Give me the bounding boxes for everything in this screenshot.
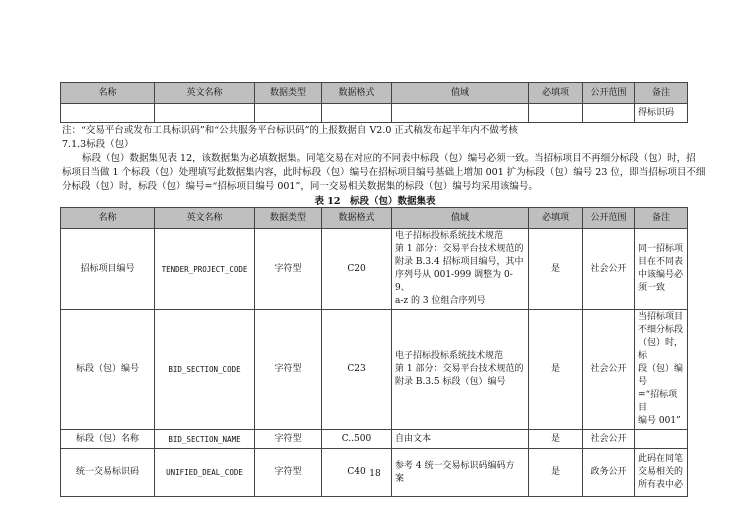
field-type: 字符型 (255, 310, 322, 430)
header-value-range: 值域 (392, 83, 529, 104)
field-en-name: BID_SECTION_CODE (155, 310, 255, 430)
field-en-name: TENDER_PROJECT_CODE (155, 229, 255, 310)
top-table-fragment (60, 82, 688, 123)
range-line: a-z 的 3 位组合序列号 (395, 296, 486, 306)
cell (61, 104, 155, 123)
range-line: 电子招标投标系统技术规范 (395, 351, 504, 361)
range-line: 第 1 部分：交易平台技术规范的 (395, 244, 524, 254)
remark-line: 当招标项目 (638, 312, 684, 322)
cell (529, 104, 583, 123)
field-range (392, 310, 529, 430)
field-format: C20 (322, 229, 392, 310)
field-format: C40 (322, 449, 392, 497)
field-scope: 社会公开 (583, 430, 635, 449)
header-en-name: 英文名称 (155, 83, 255, 104)
field-type: 字符型 (255, 229, 322, 310)
header-data-type: 数据类型 (255, 208, 322, 229)
remark-line: =“招标项目 (638, 390, 678, 413)
header-scope: 公开范围 (583, 83, 635, 104)
field-required: 是 (529, 310, 583, 430)
range-line: 附录 B.3.4 招标项目编号，其中 (395, 257, 524, 267)
remark-line: 所有表中必 (638, 480, 684, 490)
cell (392, 104, 529, 123)
bid-section-dataset-table (60, 207, 688, 497)
field-en-name: UNIFIED_DEAL_CODE (155, 449, 255, 497)
header-en-name: 英文名称 (155, 208, 255, 229)
remark-line: 同一招标项 (638, 244, 684, 254)
header-data-type: 数据类型 (255, 83, 322, 104)
header-required: 必填项 (529, 83, 583, 104)
paragraph-line-1: 标段（包）数据集见表 12，该数据集为必填数据集。同笔交易在对应的不同表中标段（包）编号必须一致。当招标项目不再细分标段（包）时，招 (82, 153, 696, 164)
field-required: 是 (529, 449, 583, 497)
field-scope: 政务公开 (583, 449, 635, 497)
range-line: 第 1 部分：交易平台技术规范的 (395, 364, 524, 374)
header-remark: 备注 (635, 83, 688, 104)
paragraph-line-3: 分标段（包）时，标段（包）编号=“招标项目编号 001”，同一交易相关数据集的标段（包）编号均采用该编号。 (62, 181, 538, 192)
header-name: 名称 (61, 83, 155, 104)
table-row (61, 229, 688, 310)
remark-line: 编号 001” (638, 416, 681, 426)
remark-line: 此码在同笔 (638, 454, 684, 464)
paragraph-line-2: 标项目当做 1 个标段（包）处理填写此数据集内容，此时标段（包）编号在招标项目编号基础上增加 001 扩为标段（包）编号 23 位，即当招标项目不细 (62, 167, 706, 178)
field-en-name: BID_SECTION_NAME (155, 430, 255, 449)
remark-line: 段（包）编号 (638, 364, 684, 387)
header-name: 名称 (61, 208, 155, 229)
field-range (392, 430, 529, 449)
header-remark: 备注 (635, 208, 688, 229)
table-header (61, 208, 688, 229)
header-value-range: 值域 (392, 208, 529, 229)
cell (255, 104, 322, 123)
remark-line: 须一致 (638, 283, 666, 293)
field-name: 统一交易标识码 (61, 449, 155, 497)
table-row (61, 430, 688, 449)
header-data-format: 数据格式 (322, 83, 392, 104)
field-required: 是 (529, 430, 583, 449)
field-type: 字符型 (255, 430, 322, 449)
header-data-format: 数据格式 (322, 208, 392, 229)
range-line: 附录 B.3.5 标段（包）编号 (395, 377, 506, 387)
footnote: 注：“交易平台或发布工具标识码”和“公共服务平台标识码”的上报数据自 V2.0 正式稿发布起半年内不做考核 (62, 125, 518, 136)
field-required: 是 (529, 229, 583, 310)
remark-line: 中该编号必 (638, 270, 684, 280)
table-caption: 表 12 标段（包）数据集表 (314, 196, 436, 207)
field-remark (635, 430, 688, 449)
table-row (61, 310, 688, 430)
top-table-header (61, 83, 688, 104)
range-line: 电子招标投标系统技术规范 (395, 231, 504, 241)
cell-remark: 得标识码 (635, 104, 688, 123)
field-scope: 社会公开 (583, 229, 635, 310)
cell (583, 104, 635, 123)
range-line: 案 (395, 473, 405, 484)
range-line: 序列号从 001-999 调整为 0-9、 (395, 270, 513, 293)
range-line: 参考 4 统一交易标识码编码方 (395, 460, 515, 471)
field-remark (635, 310, 688, 430)
field-type: 字符型 (255, 449, 322, 497)
field-format: C23 (322, 310, 392, 430)
field-name: 招标项目编号 (61, 229, 155, 310)
page-number: 18 (369, 469, 381, 479)
section-title: 7.1.3标段（包） (62, 139, 134, 150)
field-name: 标段（包）名称 (61, 430, 155, 449)
field-remark (635, 229, 688, 310)
remark-line: （包）时，标 (638, 338, 684, 361)
remark-line: 目在不同表 (638, 257, 684, 267)
field-name: 标段（包）编号 (61, 310, 155, 430)
range-line: 自由文本 (395, 433, 432, 444)
field-scope: 社会公开 (583, 310, 635, 430)
header-required: 必填项 (529, 208, 583, 229)
table-row (61, 104, 688, 123)
field-format: C..500 (322, 430, 392, 449)
remark-line: 不细分标段 (638, 325, 684, 335)
cell (155, 104, 255, 123)
field-range (392, 229, 529, 310)
remark-line: 交易相关的 (638, 467, 684, 477)
cell (322, 104, 392, 123)
header-scope: 公开范围 (583, 208, 635, 229)
